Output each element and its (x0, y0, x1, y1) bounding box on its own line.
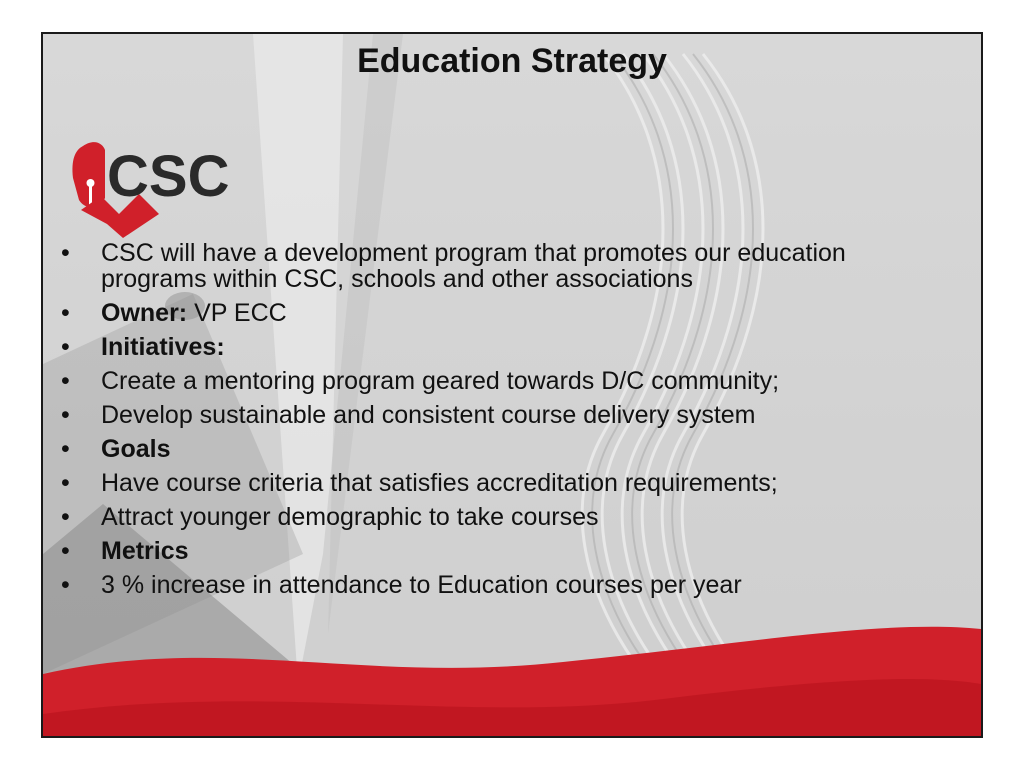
bullet-marker: • (61, 299, 70, 327)
bullet-bold: Initiatives: (101, 333, 225, 361)
csc-logo-text: CSC (107, 144, 230, 209)
bullet-marker: • (61, 435, 70, 463)
bullet-item (57, 334, 957, 360)
bullet-list (57, 240, 957, 606)
bullet-item (57, 572, 957, 598)
bullet-bold: Goals (101, 435, 171, 463)
bullet-item (57, 436, 957, 462)
slide-title: Education Strategy (357, 42, 667, 80)
bullet-text: Have course criteria that satisfies accreditation requirements; (101, 469, 778, 497)
bullet-text: 3 % increase in attendance to Education courses per year (101, 571, 742, 599)
bullet-marker: • (61, 571, 70, 599)
bullet-item (57, 470, 957, 496)
bullet-item (57, 240, 957, 292)
bullet-marker: • (61, 239, 70, 267)
bullet-item (57, 402, 957, 428)
bullet-marker: • (61, 333, 70, 361)
bullet-marker: • (61, 401, 70, 429)
bullet-bold: Metrics (101, 537, 189, 565)
bullet-item (57, 538, 957, 564)
csc-logo-icon (69, 138, 289, 238)
slide (41, 32, 983, 738)
bullet-marker: • (61, 503, 70, 531)
bullet-text: Create a mentoring program geared towards D/C community; (101, 367, 780, 395)
bullet-marker: • (61, 469, 70, 497)
bullet-marker: • (61, 367, 70, 395)
bullet-bold: Owner: (101, 299, 188, 327)
bullet-text: CSC will have a development program that promotes our education programs within CSC, schools and other associations (101, 239, 846, 293)
bullet-text: VP ECC (187, 299, 287, 327)
bullet-text: Develop sustainable and consistent course delivery system (101, 401, 756, 429)
bullet-item (57, 504, 957, 530)
bullet-text: Attract younger demographic to take courses (101, 503, 599, 531)
bullet-item (57, 300, 957, 326)
bullet-marker: • (61, 537, 70, 565)
bullet-item (57, 368, 957, 394)
